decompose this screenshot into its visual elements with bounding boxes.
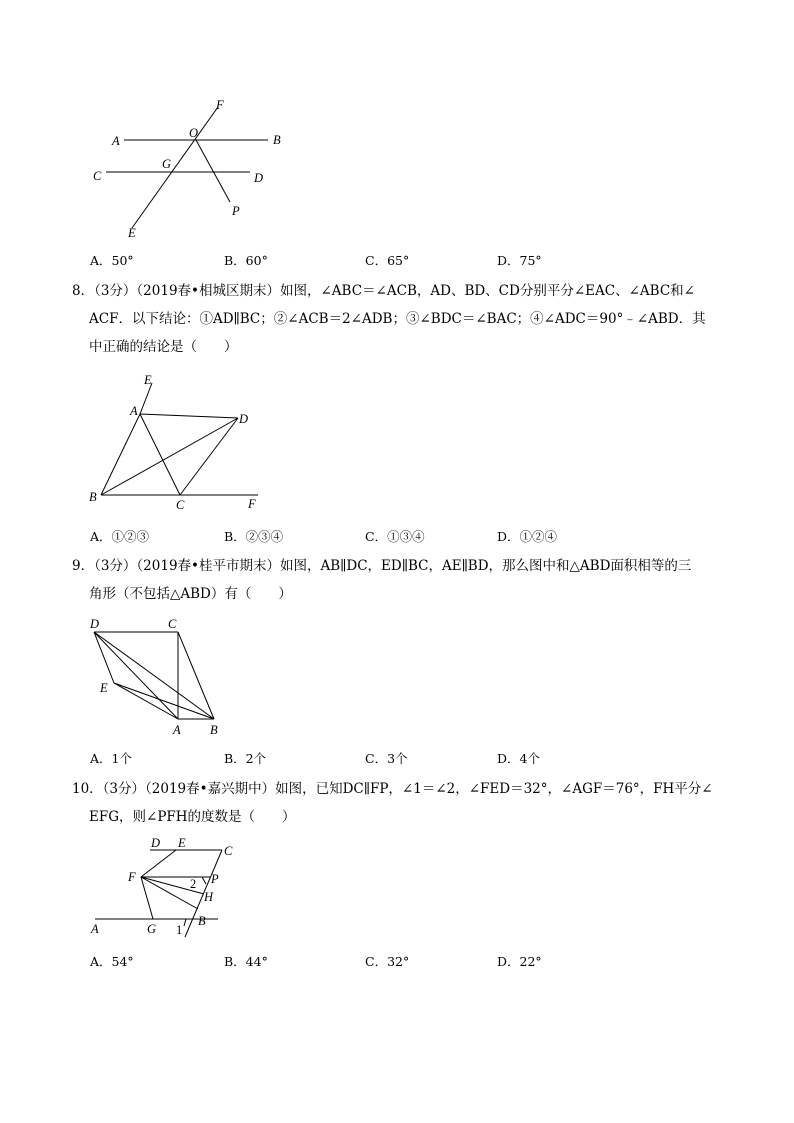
label-d: D <box>90 617 100 631</box>
segment-fe <box>141 850 176 877</box>
q10-stem <box>72 775 732 831</box>
label-c: C <box>176 498 185 512</box>
label-a: A <box>91 922 99 936</box>
q9-option-a[interactable]: A．1个 <box>90 751 132 766</box>
label-c: C <box>168 617 177 631</box>
label-e: E <box>178 836 186 850</box>
label-angle-2: 2 <box>190 877 197 891</box>
label-b: B <box>210 723 218 737</box>
segment-fg <box>141 877 153 919</box>
q9-stem <box>72 552 732 608</box>
q7-option-d[interactable]: D．75° <box>497 253 542 268</box>
q8-option-d[interactable]: D．①②④ <box>497 529 558 544</box>
label-b: B <box>273 133 281 147</box>
label-g: G <box>147 922 157 936</box>
label-c: C <box>224 844 233 858</box>
q10-line-2: EFG，则∠PFH的度数是（ ） <box>89 809 296 825</box>
q9-line-2: 角形（不包括△ABD）有（ ） <box>89 586 292 602</box>
label-a: A <box>173 723 181 737</box>
angle-1-mark <box>184 919 186 926</box>
label-d: D <box>151 836 161 850</box>
segment-bd <box>101 418 238 495</box>
label-b: B <box>89 490 97 504</box>
line-ef <box>132 107 218 228</box>
q9-figure <box>80 612 240 742</box>
segment-eb <box>114 683 214 719</box>
segment-ea <box>114 683 178 719</box>
segment-da <box>94 632 178 719</box>
segment-ba <box>101 414 140 495</box>
label-f: F <box>216 98 224 112</box>
label-h: H <box>204 890 214 904</box>
q10-option-a[interactable]: A．54° <box>90 954 134 969</box>
q7-figure <box>80 95 300 245</box>
q8-option-b[interactable]: B．②③④ <box>224 529 284 544</box>
segment-cd <box>180 418 238 495</box>
q8-line-3: 中正确的结论是（ ） <box>89 339 238 355</box>
q9-option-d[interactable]: D．4个 <box>497 751 540 766</box>
label-f: F <box>128 870 136 884</box>
label-g: G <box>162 157 172 171</box>
segment-ad <box>140 414 238 418</box>
q10-figure <box>80 832 250 942</box>
q8-option-c[interactable]: C．①③④ <box>365 529 425 544</box>
q8-line-1: 8．（3分）（2019春•相城区期末）如图，∠ABC＝∠ACB，AD、BD、CD分别平分∠EAC、∠ABC和∠ <box>72 283 695 299</box>
ray-ae <box>140 383 152 414</box>
label-b: B <box>198 914 206 928</box>
label-angle-1: 1 <box>176 923 183 937</box>
label-p: P <box>232 204 240 218</box>
label-a: A <box>112 134 120 148</box>
q8-stem <box>72 277 732 361</box>
label-d: D <box>239 412 249 426</box>
label-c: C <box>93 169 102 183</box>
label-o: O <box>189 126 199 140</box>
q8-line-2: ACF．以下结论：①AD∥BC；②∠ACB＝2∠ADB；③∠BDC＝∠BAC；④∠ADC＝90°﹣∠ABD．其 <box>89 311 706 327</box>
label-e: E <box>128 226 136 240</box>
q10-option-b[interactable]: B．44° <box>224 954 268 969</box>
label-d: D <box>254 171 264 185</box>
label-e: E <box>100 681 108 695</box>
q9-option-b[interactable]: B．2个 <box>224 751 267 766</box>
q7-option-b[interactable]: B．60° <box>224 253 268 268</box>
q10-option-c[interactable]: C．32° <box>365 954 410 969</box>
label-f: F <box>248 497 256 511</box>
q7-option-a[interactable]: A．50° <box>90 253 134 268</box>
angle-2-mark <box>202 877 206 884</box>
label-p: P <box>211 872 219 886</box>
q7-option-c[interactable]: C．65° <box>365 253 410 268</box>
q9-option-c[interactable]: C．3个 <box>365 751 408 766</box>
q8-figure <box>80 370 280 515</box>
q8-option-a[interactable]: A．①②③ <box>90 529 150 544</box>
ray-op <box>196 140 230 202</box>
label-e: E <box>144 373 152 387</box>
label-a: A <box>130 404 138 418</box>
q10-option-d[interactable]: D．22° <box>497 954 542 969</box>
q10-line-1: 10．（3分）（2019春•嘉兴期中）如图，已知DC∥FP，∠1＝∠2，∠FED＝32°，∠AGF＝76°，FH平分∠ <box>72 781 713 797</box>
q9-line-1: 9．（3分）（2019春•桂平市期末）如图，AB∥DC，ED∥BC，AE∥BD，那么图中和△ABD面积相等的三 <box>72 558 692 574</box>
